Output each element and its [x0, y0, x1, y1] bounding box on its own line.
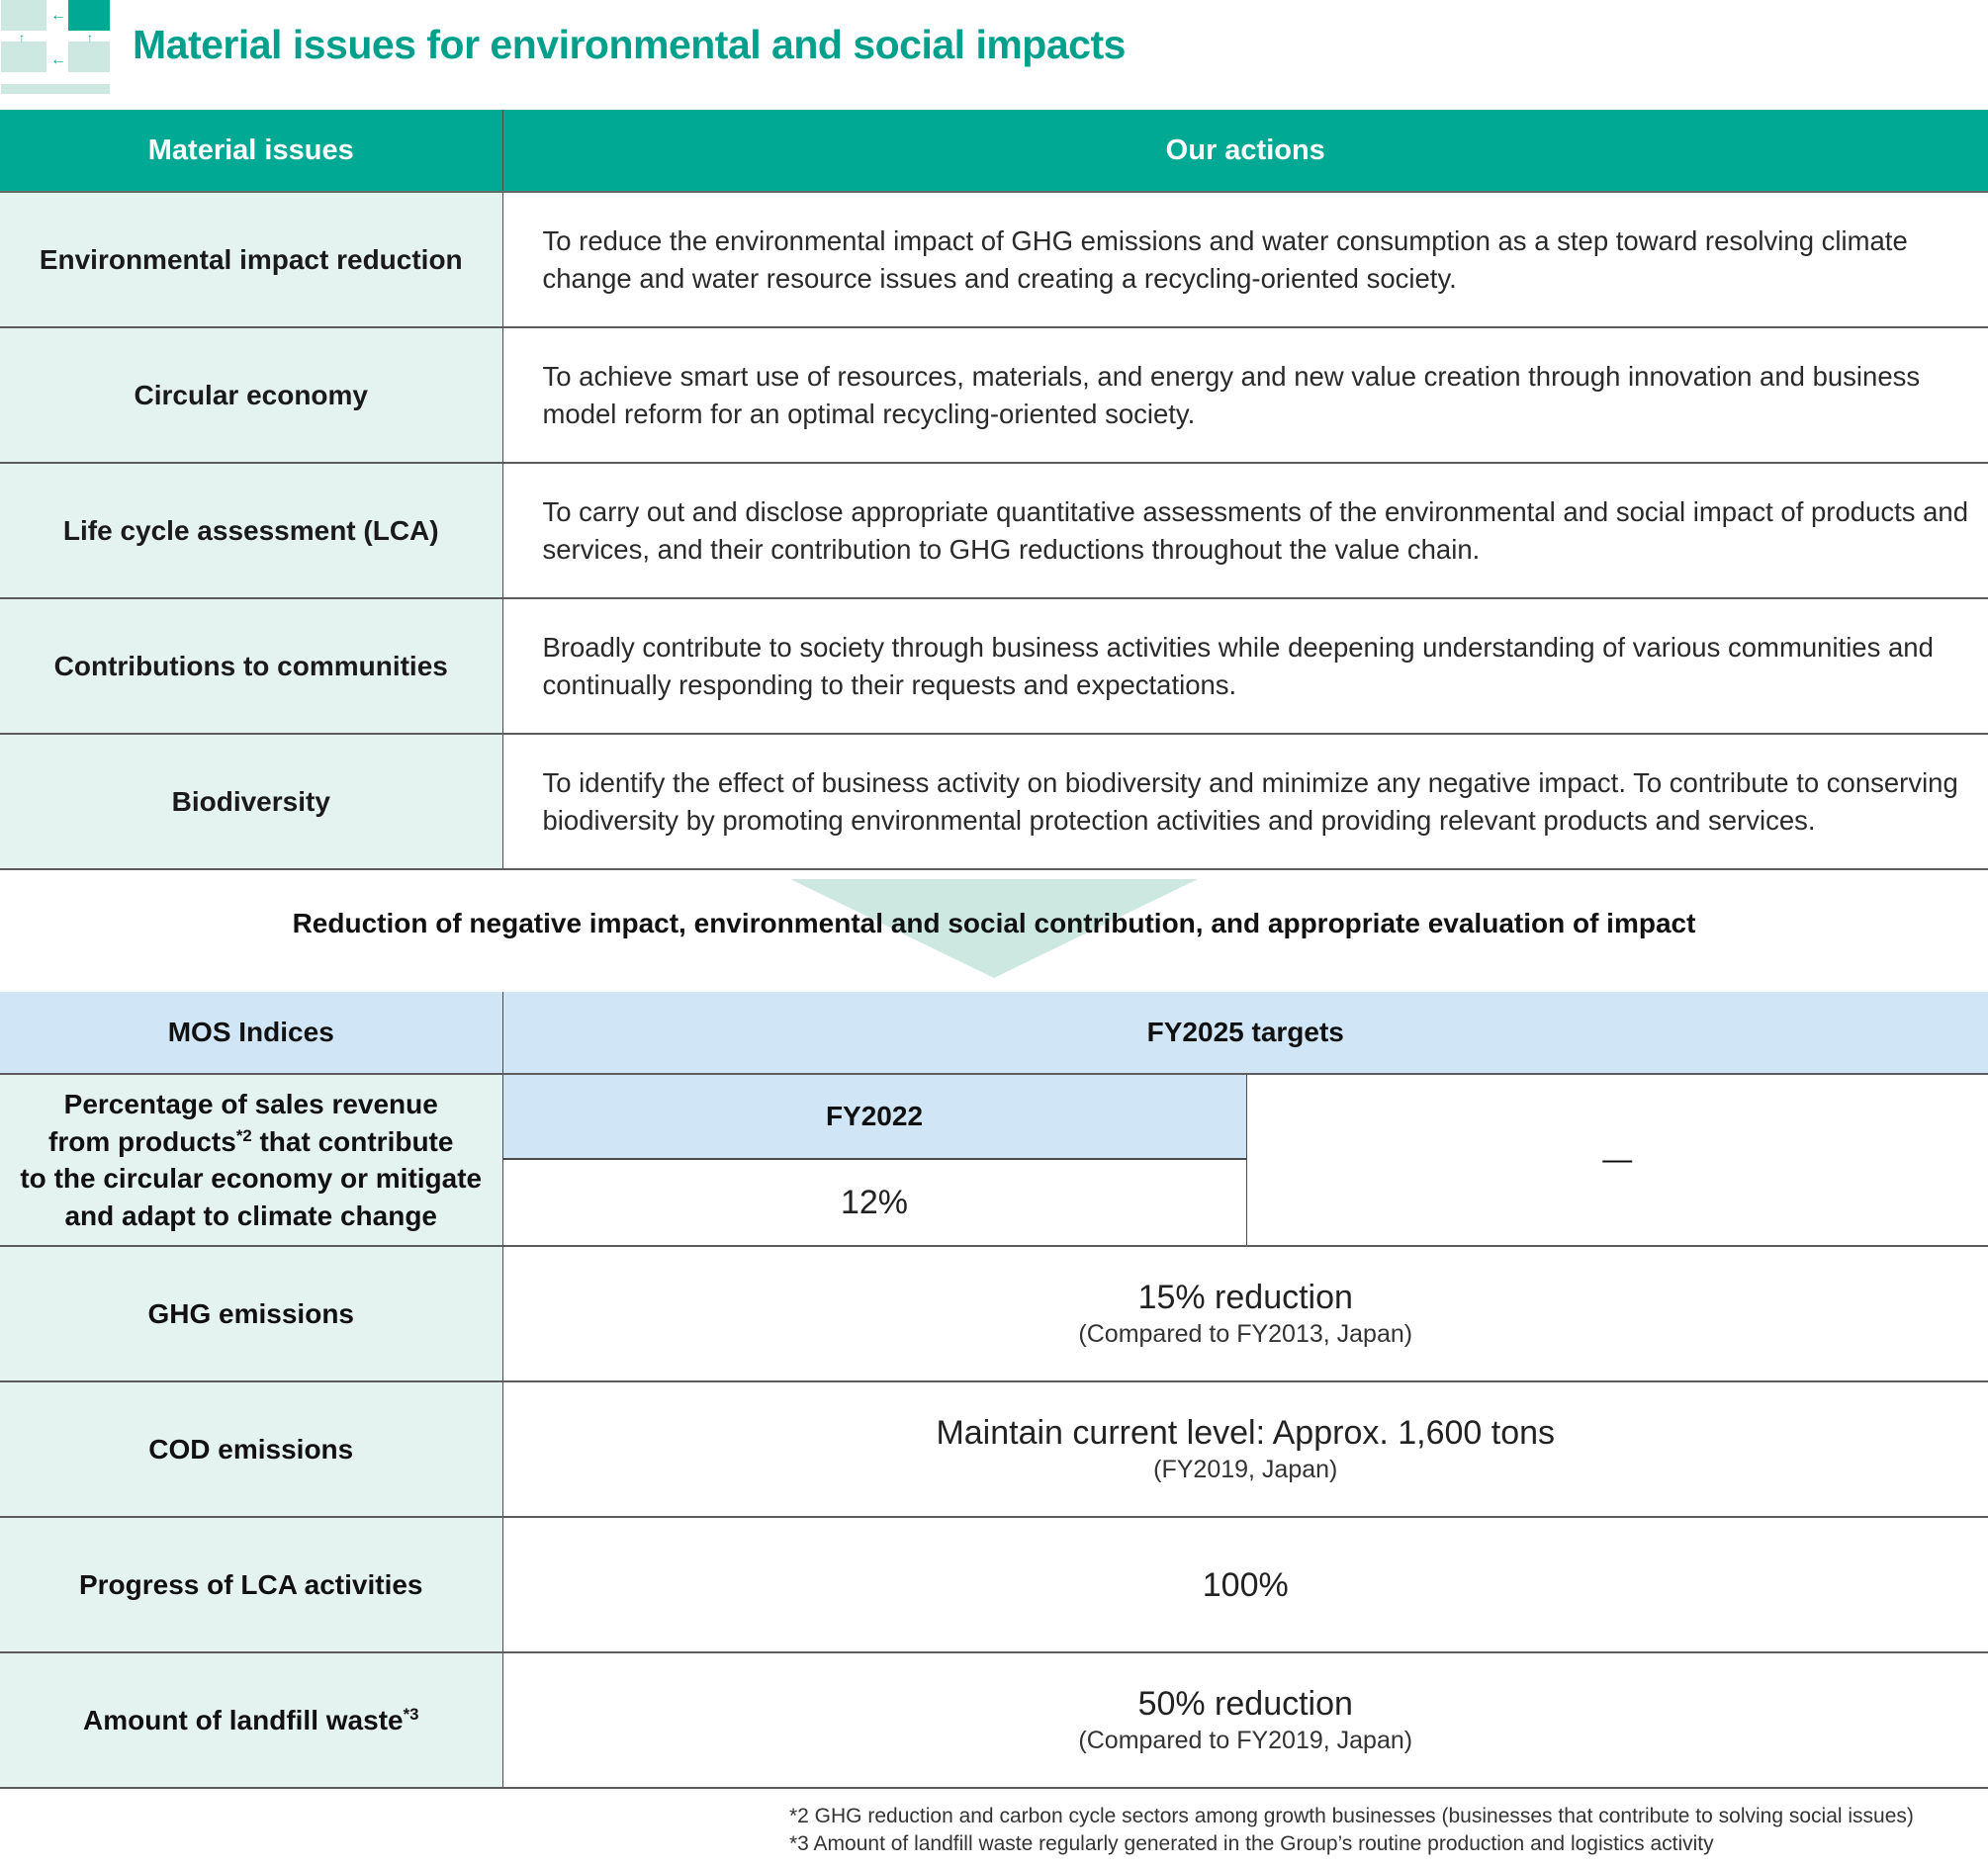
target-cell: —	[1246, 1074, 1988, 1246]
table-row	[0, 1246, 1988, 1381]
arrow-left-icon: ←	[50, 51, 66, 68]
table-row	[0, 1652, 1988, 1788]
column-header-mos-indices: MOS Indices	[0, 992, 502, 1074]
index-cell: GHG emissions	[0, 1246, 502, 1381]
target-note: (Compared to FY2013, Japan)	[1078, 1319, 1413, 1348]
action-cell: Broadly contribute to society through business activities while deepening understanding of various communities and continually responding to their requests and expectations.	[502, 598, 1988, 734]
arrow-up-icon: ↑	[19, 31, 25, 44]
fy2022-header: FY2022	[502, 1074, 1246, 1159]
issue-cell: Biodiversity	[0, 734, 502, 869]
page-title: Material issues for environmental and social impacts	[133, 22, 1126, 67]
table-row	[0, 1517, 1988, 1652]
action-cell: To reduce the environmental impact of GHG emissions and water consumption as a step toward resolving climate change and water resource issues and creating a recycling-oriented society.	[502, 192, 1988, 327]
index-cell: COD emissions	[0, 1381, 502, 1517]
action-cell: To carry out and disclose appropriate quantitative assessments of the environmental and social impact of products and services, and their contribution to GHG reductions throughout the value chain.	[502, 463, 1988, 598]
table-row	[0, 463, 1988, 598]
column-header-fy2025-targets: FY2025 targets	[502, 992, 1988, 1074]
target-cell: 15% reduction (Compared to FY2013, Japan)	[502, 1246, 1988, 1381]
index-cell: Amount of landfill waste$^{*3}$	[0, 1652, 502, 1788]
table-row	[0, 192, 1988, 327]
target-note: (Compared to FY2019, Japan)	[1078, 1726, 1413, 1754]
footnote-ref: *3	[403, 1704, 419, 1724]
table-row	[0, 734, 1988, 869]
index-cell: Percentage of sales revenue from products$^{*2}$ that contribute to the circular economy or mitigate and adapt to climate change	[0, 1074, 502, 1246]
index-cell: Progress of LCA activities	[0, 1517, 502, 1652]
footnote: *2 GHG reduction and carbon cycle sectors among growth businesses (businesses that contribute to solving social issues)	[789, 1805, 1914, 1827]
issue-cell: Contributions to communities	[0, 598, 502, 734]
column-header-material-issues: Material issues	[0, 110, 502, 192]
target-cell: Maintain current level: Approx. 1,600 tons (FY2019, Japan)	[502, 1381, 1988, 1517]
footnote-ref: *2	[235, 1125, 252, 1145]
table-row	[0, 1381, 1988, 1517]
issue-cell: Environmental impact reduction	[0, 192, 502, 327]
footnote: *3 Amount of landfill waste regularly generated in the Group’s routine production and logistics activity	[789, 1832, 1714, 1855]
target-cell: 50% reduction (Compared to FY2019, Japan)	[502, 1652, 1988, 1788]
fy2022-value: 12%	[502, 1159, 1246, 1246]
column-header-our-actions: Our actions	[502, 110, 1988, 192]
table-row	[0, 327, 1988, 463]
flow-blocks-icon	[0, 0, 111, 95]
arrow-left-icon: ←	[50, 7, 66, 24]
mos-indices-table	[0, 992, 1988, 1789]
action-cell: To achieve smart use of resources, materials, and energy and new value creation through innovation and business model reform for an optimal recycling-oriented society.	[502, 327, 1988, 463]
target-cell: 100%	[502, 1517, 1988, 1652]
issue-cell: Life cycle assessment (LCA)	[0, 463, 502, 598]
table-row	[0, 598, 1988, 734]
arrow-up-icon: ↑	[87, 31, 93, 44]
table-row	[0, 1074, 1988, 1159]
issue-cell: Circular economy	[0, 327, 502, 463]
connector-text: Reduction of negative impact, environmental and social contribution, and appropriate evaluation of impact	[292, 908, 1696, 938]
footnotes	[789, 1803, 1914, 1858]
action-cell: To identify the effect of business activity on biodiversity and minimize any negative impact. To contribute to conserving biodiversity by promoting environmental protection activities and providing relevant products and services.	[502, 734, 1988, 869]
material-issues-table	[0, 110, 1988, 870]
target-note: (FY2019, Japan)	[1153, 1455, 1338, 1483]
